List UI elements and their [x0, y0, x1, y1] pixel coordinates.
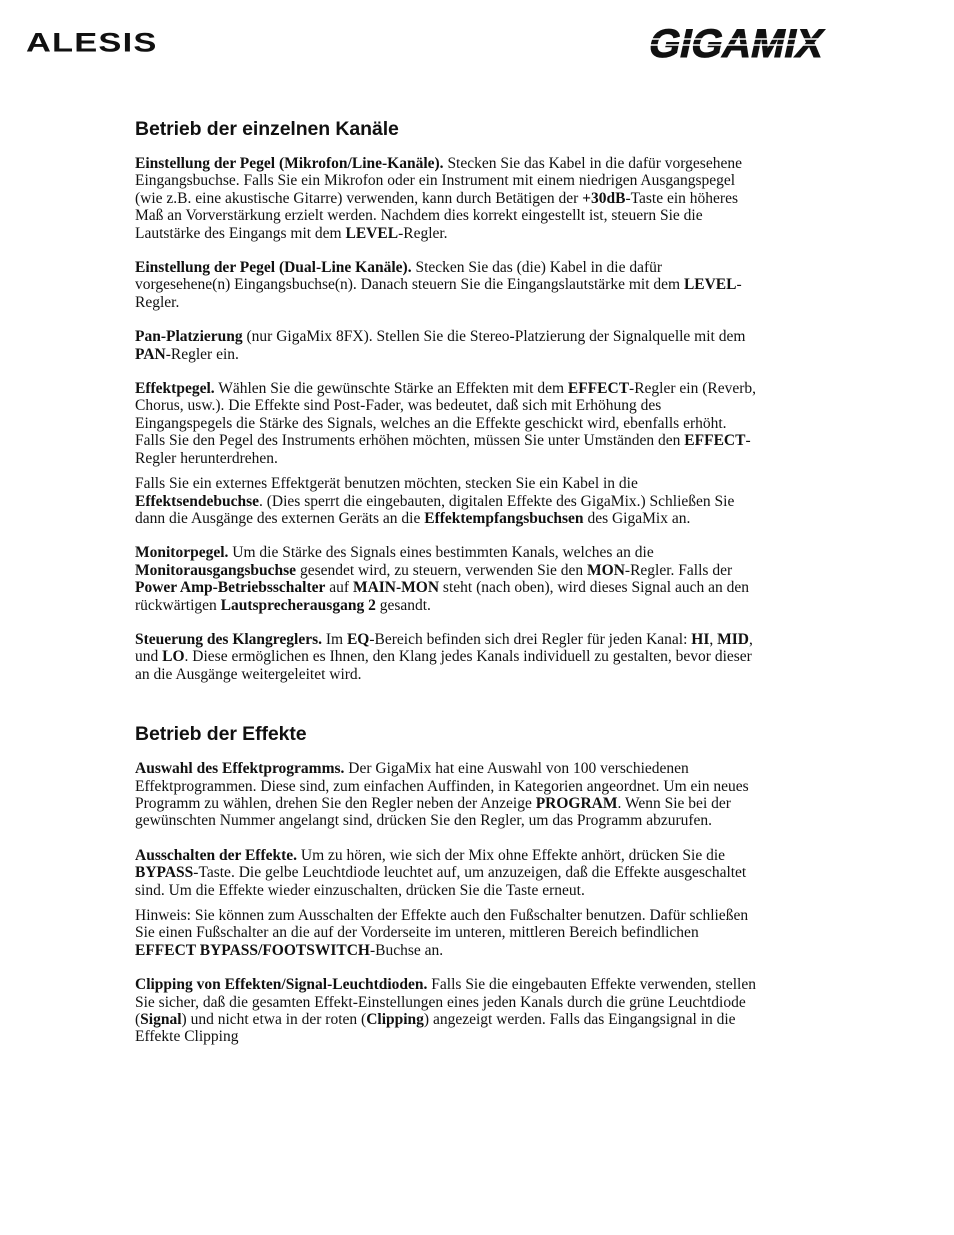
paragraph-clipping: Clipping von Effekten/Signal-Leuchtdioden. Falls Sie die eingebauten Effekte verwenden, stellen Sie sicher, daß die gesamten Effekt-Einstellungen eines jeden Kanals durch die grüne Leuchtdiode (Signal) und nicht etwa in der roten (Clipping) angezeigt werden. Falls das Eingangsignal in die Effekte Clipping [135, 976, 756, 1046]
term: Steuerung des Klangreglers. [135, 630, 322, 648]
paragraph-effektprogramm: Auswahl des Effektprogramms. Der GigaMix hat eine Auswahl von 100 verschiedenen Effektprogrammen. Diese sind, zum einfachen Auffinden, in Kategorien angeordnet. Um ein neues Programm zu wählen, drehen Sie den Regler neben der Anzeige PROGRAM. Wenn Sie bei der gewünschten Nummer angelangt sind, drücken Sie den Regler, um das Programm abzurufen. [135, 760, 749, 830]
term: Signal [140, 1011, 182, 1029]
term: Ausschalten der Effekte. [135, 846, 298, 864]
term: EQ [346, 630, 370, 648]
term: Clipping [366, 1011, 424, 1029]
gigamix-logo [640, 24, 930, 62]
term: Auswahl des Effektprogramms. [135, 760, 345, 778]
paragraph-externes-effektgeraet: Falls Sie ein externes Effektgerät benutzen möchten, stecken Sie ein Kabel in die Effektsendebuchse. (Dies sperrt die eingebauten, digitalen Effekte des GigaMix.) Schließen Sie dann die Ausgänge des externen Geräts an die Effektempfangsbuchsen des GigaMix an. [135, 475, 735, 527]
term: Monitorpegel. [135, 544, 229, 562]
section-heading: Betrieb der einzelnen Kanäle [135, 118, 399, 140]
term: MON [587, 561, 625, 579]
term: Pan-Platzierung [135, 328, 243, 346]
paragraph-hinweis: Hinweis: Sie können zum Ausschalten der Effekte auch den Fußschalter benutzen. Dafür schließen Sie einen Fußschalter an die auf der Vorderseite im unteren, mittleren Bereich befindlichen EFFECT BYPASS/FOOTSWITCH-Buchse an. [135, 907, 749, 959]
svg-text:GIGAMIX: GIGAMIX [645, 24, 829, 62]
paragraph-effektpegel: Effektpegel. Wählen Sie die gewünschte Stärke an Effekten mit dem EFFECT-Regler ein (Reverb, Chorus, usw.). Die Effekte sind Post-Fader, was bedeutet, daß sich mit Erhöhung des Eingangspegels die Stärke des Signals, welches an die Effekte geschickt wird, ebenfalls erhöht. Falls Sie den Pegel des Instruments erhöhen möchten, müssen Sie unter Umständen den EFFECT-Regler herunterdrehen. [135, 380, 757, 467]
section-heading: Betrieb der Effekte [135, 723, 307, 746]
term: Clipping von Effekten/Signal-Leuchtdioden. [135, 976, 428, 994]
paragraph-pegel-mikrofon: Einstellung der Pegel (Mikrofon/Line-Kanäle). Stecken Sie das Kabel in die dafür vorgesehene Eingangsbuchse. Falls Sie ein Mikrofon oder ein Instrument mit einem niedrigen Ausgangspegel (wie z.B. eine akustische Gitarre) verwenden, kann durch Betätigen der +30dB-Taste ein höheres Maß an Vorverstärkung erzielt werden. Nachdem dies korrekt eingestellt ist, steuern Sie die Lautstärke des Eingangs mit dem LEVEL-Regler. [135, 155, 742, 242]
alesis-logo [26, 28, 226, 58]
term: EFFECT [684, 432, 746, 450]
term: Effektpegel. [135, 380, 215, 398]
term: MID [717, 630, 749, 648]
term: HI [691, 630, 710, 648]
svg-text:ALESIS: ALESIS [26, 28, 158, 58]
paragraph-pan: Pan-Platzierung (nur GigaMix 8FX). Stellen Sie die Stereo-Platzierung der Signalquelle mit dem PAN-Regler ein. [135, 328, 746, 363]
term: BYPASS [135, 864, 194, 882]
term: Lautsprecherausgang 2 [220, 596, 376, 614]
paragraph-klangregler: Steuerung des Klangreglers. Im EQ-Bereich befinden sich drei Regler für jeden Kanal: HI, MID, und LO. Diese ermöglichen es Ihnen, den Klang jedes Kanals individuell zu gestalten, bevor dieser an die Ausgänge weitergeleitet wird. [135, 630, 753, 683]
paragraph-pegel-dual-line: Einstellung der Pegel (Dual-Line Kanäle). Stecken Sie das (die) Kabel in die dafür vorgesehene(n) Eingangsbuchse(n). Danach steuern Sie die Eingangslautstärke mit dem LEVEL-Regler. [135, 259, 742, 311]
term: Effektempfangsbuchsen [424, 509, 584, 527]
term: EFFECT [567, 380, 630, 398]
term: LEVEL [683, 276, 737, 294]
paragraph-ausschalten: Ausschalten der Effekte. Um zu hören, wie sich der Mix ohne Effekte anhört, drücken Sie die BYPASS-Taste. Die gelbe Leuchtdiode leuchtet auf, um anzuzeigen, daß die Effekte ausgeschaltet sind. Um die Effekte wieder einzuschalten, drücken Sie die Taste erneut. [135, 846, 747, 899]
term: Power Amp-Betriebsschalter [135, 579, 326, 597]
term: Effektsendebuchse [135, 492, 260, 510]
term: LO [162, 648, 185, 666]
term: LEVEL [345, 224, 399, 242]
term: MAIN-MON [352, 579, 440, 597]
page-content [135, 118, 760, 1063]
term: PAN [135, 345, 166, 363]
term: +30dB [582, 189, 626, 207]
term: Einstellung der Pegel (Mikrofon/Line-Kanäle). [135, 155, 444, 172]
term: PROGRAM [535, 794, 618, 812]
term: Monitorausgangsbuchse [135, 561, 297, 579]
paragraph-monitorpegel: Monitorpegel. Um die Stärke des Signals eines bestimmten Kanals, welches an die Monitorausgangsbuchse gesendet wird, zu steuern, verwenden Sie den MON-Regler. Falls der Power Amp-Betriebsschalter auf MAIN-MON steht (nach oben), wird dieses Signal auch an den rückwärtigen Lautsprecherausgang 2 gesandt. [135, 544, 749, 614]
term: Einstellung der Pegel (Dual-Line Kanäle). [135, 259, 412, 277]
term: EFFECT BYPASS/FOOTSWITCH [135, 941, 370, 959]
